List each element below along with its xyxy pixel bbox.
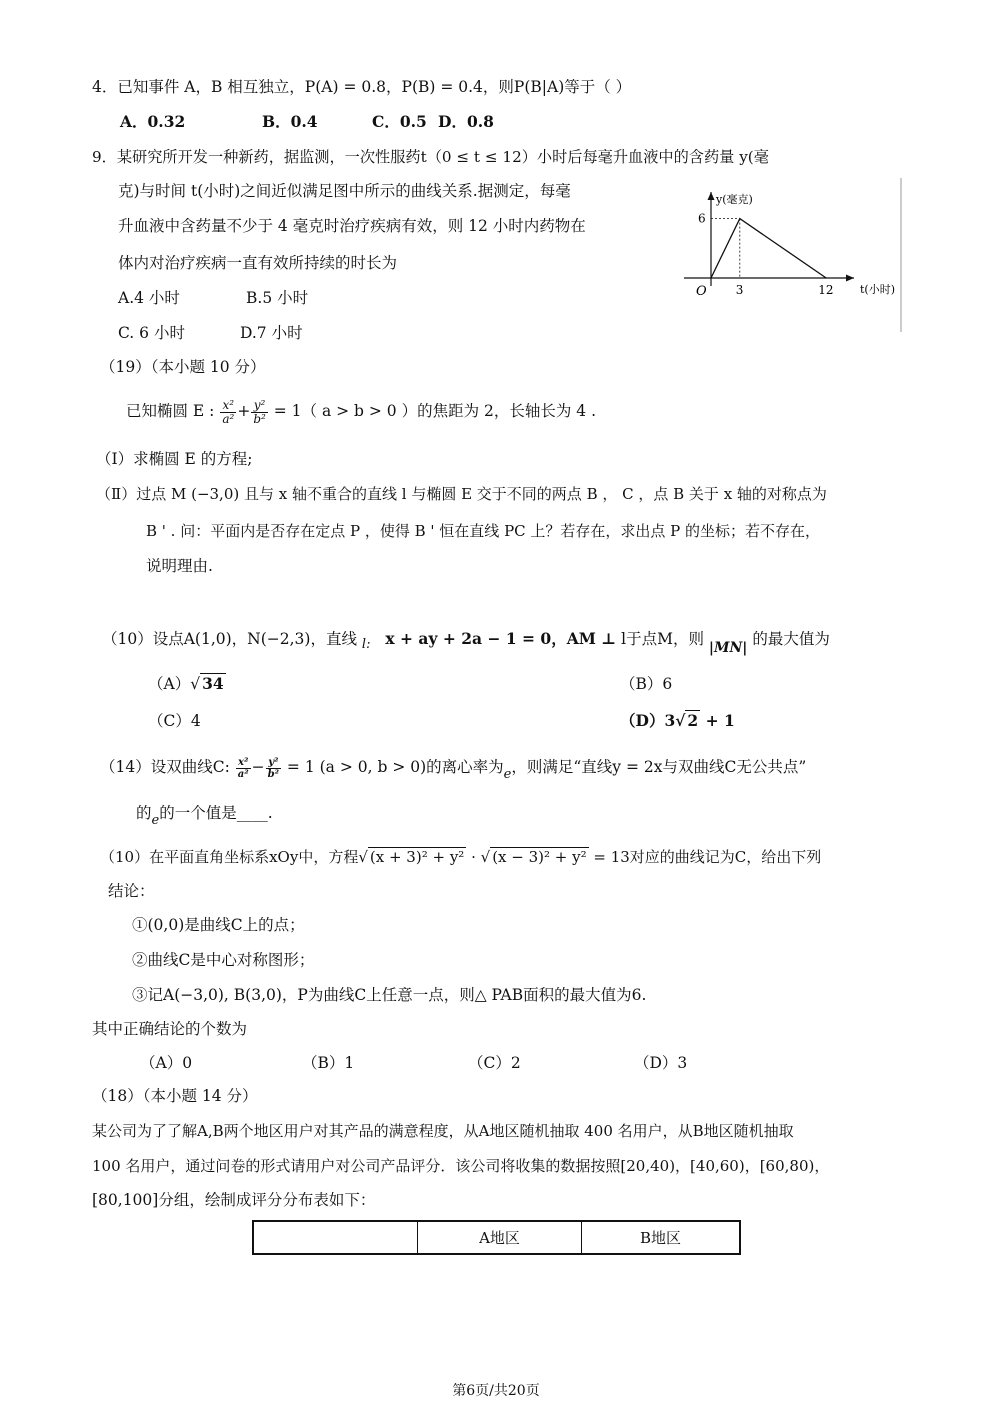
q9-graph xyxy=(676,178,902,332)
q19-intro: 已知椭圆 E : $\frac{\text{x²}}{\text{a²}}$ + $\frac{\text{y²}}{\text{b²}}$ = 1（ a > b > 0 ）的焦距为 2，长轴长为 4 . xyxy=(126,397,597,426)
q10b-option-a: （A）0 xyxy=(140,1054,193,1072)
q10b-conclusion-2: ②曲线C是中心对称图形； xyxy=(132,951,315,969)
q10a-stem: （10）设点A(1,0)，N(−2,3)，直线 $_{l:}$ x + ay + 2a − 1 = 0，AM ⊥ l于点M，则 |MN| 的最大值为 xyxy=(102,629,830,656)
q9-line4: 体内对治疗疾病一直有效所持续的时长为 xyxy=(118,254,398,272)
table-header-region-b: B地区 xyxy=(582,1221,741,1254)
table-header-blank xyxy=(253,1221,418,1254)
q19-part2-line3: 说明理由. xyxy=(146,557,213,575)
q10b-option-b: （B）1 xyxy=(302,1054,355,1072)
score-distribution-table xyxy=(252,1220,741,1255)
q10b-ask: 其中正确结论的个数为 xyxy=(92,1020,248,1038)
table-header-region-a: A地区 xyxy=(418,1221,582,1254)
q19-intro-a: 已知椭圆 E : xyxy=(126,402,215,420)
q9-option-c: C. 6 小时 xyxy=(118,324,185,342)
q19-intro-b: = 1（ a > b > 0 ）的焦距为 2，长轴长为 4 . xyxy=(273,402,597,420)
q10a-option-c: （C）4 xyxy=(148,712,201,730)
q10b-option-c: （C）2 xyxy=(468,1054,521,1072)
x-axis-label: t(小时) xyxy=(860,283,896,296)
q9-line1: 9．某研究所开发一种新药，据监测，一次性服药t（0 ≤ t ≤ 12）小时后每毫升血液中的含药量 y(毫 xyxy=(92,148,769,166)
q14-stem: （14）设双曲线C: $\frac{\text{x²}}{\text{a²}}$ − $\frac{\text{y²}}{\text{b²}}$ = 1 (a > 0, b > 0)的离心率为$_e$，则满足“直线y = 2x与双曲线C无公共点” xyxy=(100,756,807,782)
q9-option-b: B.5 小时 xyxy=(246,289,309,307)
y-tick-label: 6 xyxy=(698,211,706,226)
drug-concentration-curve xyxy=(711,219,826,278)
q19-header: （19）（本小题 10 分） xyxy=(100,358,266,376)
q10b-option-d: （D）3 xyxy=(634,1054,688,1072)
q10b-conclusion-1: ①(0,0)是曲线C上的点； xyxy=(132,916,305,934)
q9-line2: 克)与时间 t(小时)之间近似满足图中所示的曲线关系.据测定，每毫 xyxy=(118,182,571,200)
q4-option-a: A．0.32 xyxy=(120,112,186,131)
q18-line1: 某公司为了了解A,B两个地区用户对其产品的满意程度，从A地区随机抽取 400 名用户，从B地区随机抽取 xyxy=(92,1122,794,1140)
q14-fraction-y: $\frac{\text{y²}}{\text{b²}}$ xyxy=(267,756,279,780)
q9-option-d: D.7 小时 xyxy=(240,324,303,342)
q18-header: （18）（本小题 14 分） xyxy=(92,1087,258,1105)
q19-part2-line1: （Ⅱ）过点 M (−3,0) 且与 x 轴不重合的直线 l 与椭圆 E 交于不同的两点 B ， C ，点 B 关于 x 轴的对称点为 xyxy=(96,485,827,503)
q10a-option-d: （D）3√ 2 + 1 xyxy=(620,711,735,730)
q10a-option-a: （A）√ 34 xyxy=(148,674,224,693)
q4-option-b: B．0.4 xyxy=(262,112,318,131)
x-tick-label: 3 xyxy=(735,283,744,297)
q14-line2: 的$_e$的一个值是____. xyxy=(136,804,273,828)
q9-option-a: A.4 小时 xyxy=(118,289,180,307)
q9-line3: 升血液中含药量不少于 4 毫克时治疗疾病有效，则 12 小时内药物在 xyxy=(118,217,586,235)
x-axis-arrow-icon xyxy=(846,275,854,282)
q10b-line2: 结论： xyxy=(108,882,155,900)
y-axis-label: y(毫克) xyxy=(716,193,753,206)
table-row xyxy=(253,1221,740,1254)
q10b-stem: （10）在平面直角坐标系xOy中，方程√ (x + 3)² + y² · √ (x − 3)² + y² = 13对应的曲线记为C，给出下列 xyxy=(100,848,822,866)
q10a-option-b: （B）6 xyxy=(620,675,673,693)
q19-fraction-x: $\frac{\text{x²}}{\text{a²}}$ xyxy=(222,397,235,426)
q19-part2-line2: B ' . 问：平面内是否存在定点 P ，使得 B ' 恒在直线 PC 上？若存在，求出点 P 的坐标；若不存在， xyxy=(146,522,821,540)
q14-fraction-x: $\frac{\text{x²}}{\text{a²}}$ xyxy=(237,756,249,780)
x-tick-label: 12 xyxy=(818,283,834,297)
q19-part1: （Ⅰ）求椭圆 E 的方程; xyxy=(96,450,253,468)
y-axis-arrow-icon xyxy=(708,192,715,200)
q18-line3: [80,100]分组，绘制成评分分布表如下： xyxy=(92,1191,376,1209)
q18-line2: 100 名用户，通过问卷的形式请用户对公司产品评分．该公司将收集的数据按照[20,40)，[40,60)，[60,80)， xyxy=(92,1157,830,1175)
q4-option-d: D．0.8 xyxy=(438,112,494,131)
q4-option-c: C．0.5 xyxy=(372,112,427,131)
q4-stem: 4．已知事件 A，B 相互独立，P(A) = 0.8，P(B) = 0.4，则P(B|A)等于（ ） xyxy=(92,78,632,96)
q10b-conclusion-3: ③记A(−3,0), B(3,0)，P为曲线C上任意一点，则△ PAB面积的最大值为6. xyxy=(132,986,647,1004)
origin-label: O xyxy=(696,284,707,299)
q19-fraction-y: $\frac{\text{y²}}{\text{b²}}$ xyxy=(253,397,266,426)
page-footer: 第6页/共20页 xyxy=(452,1383,540,1399)
